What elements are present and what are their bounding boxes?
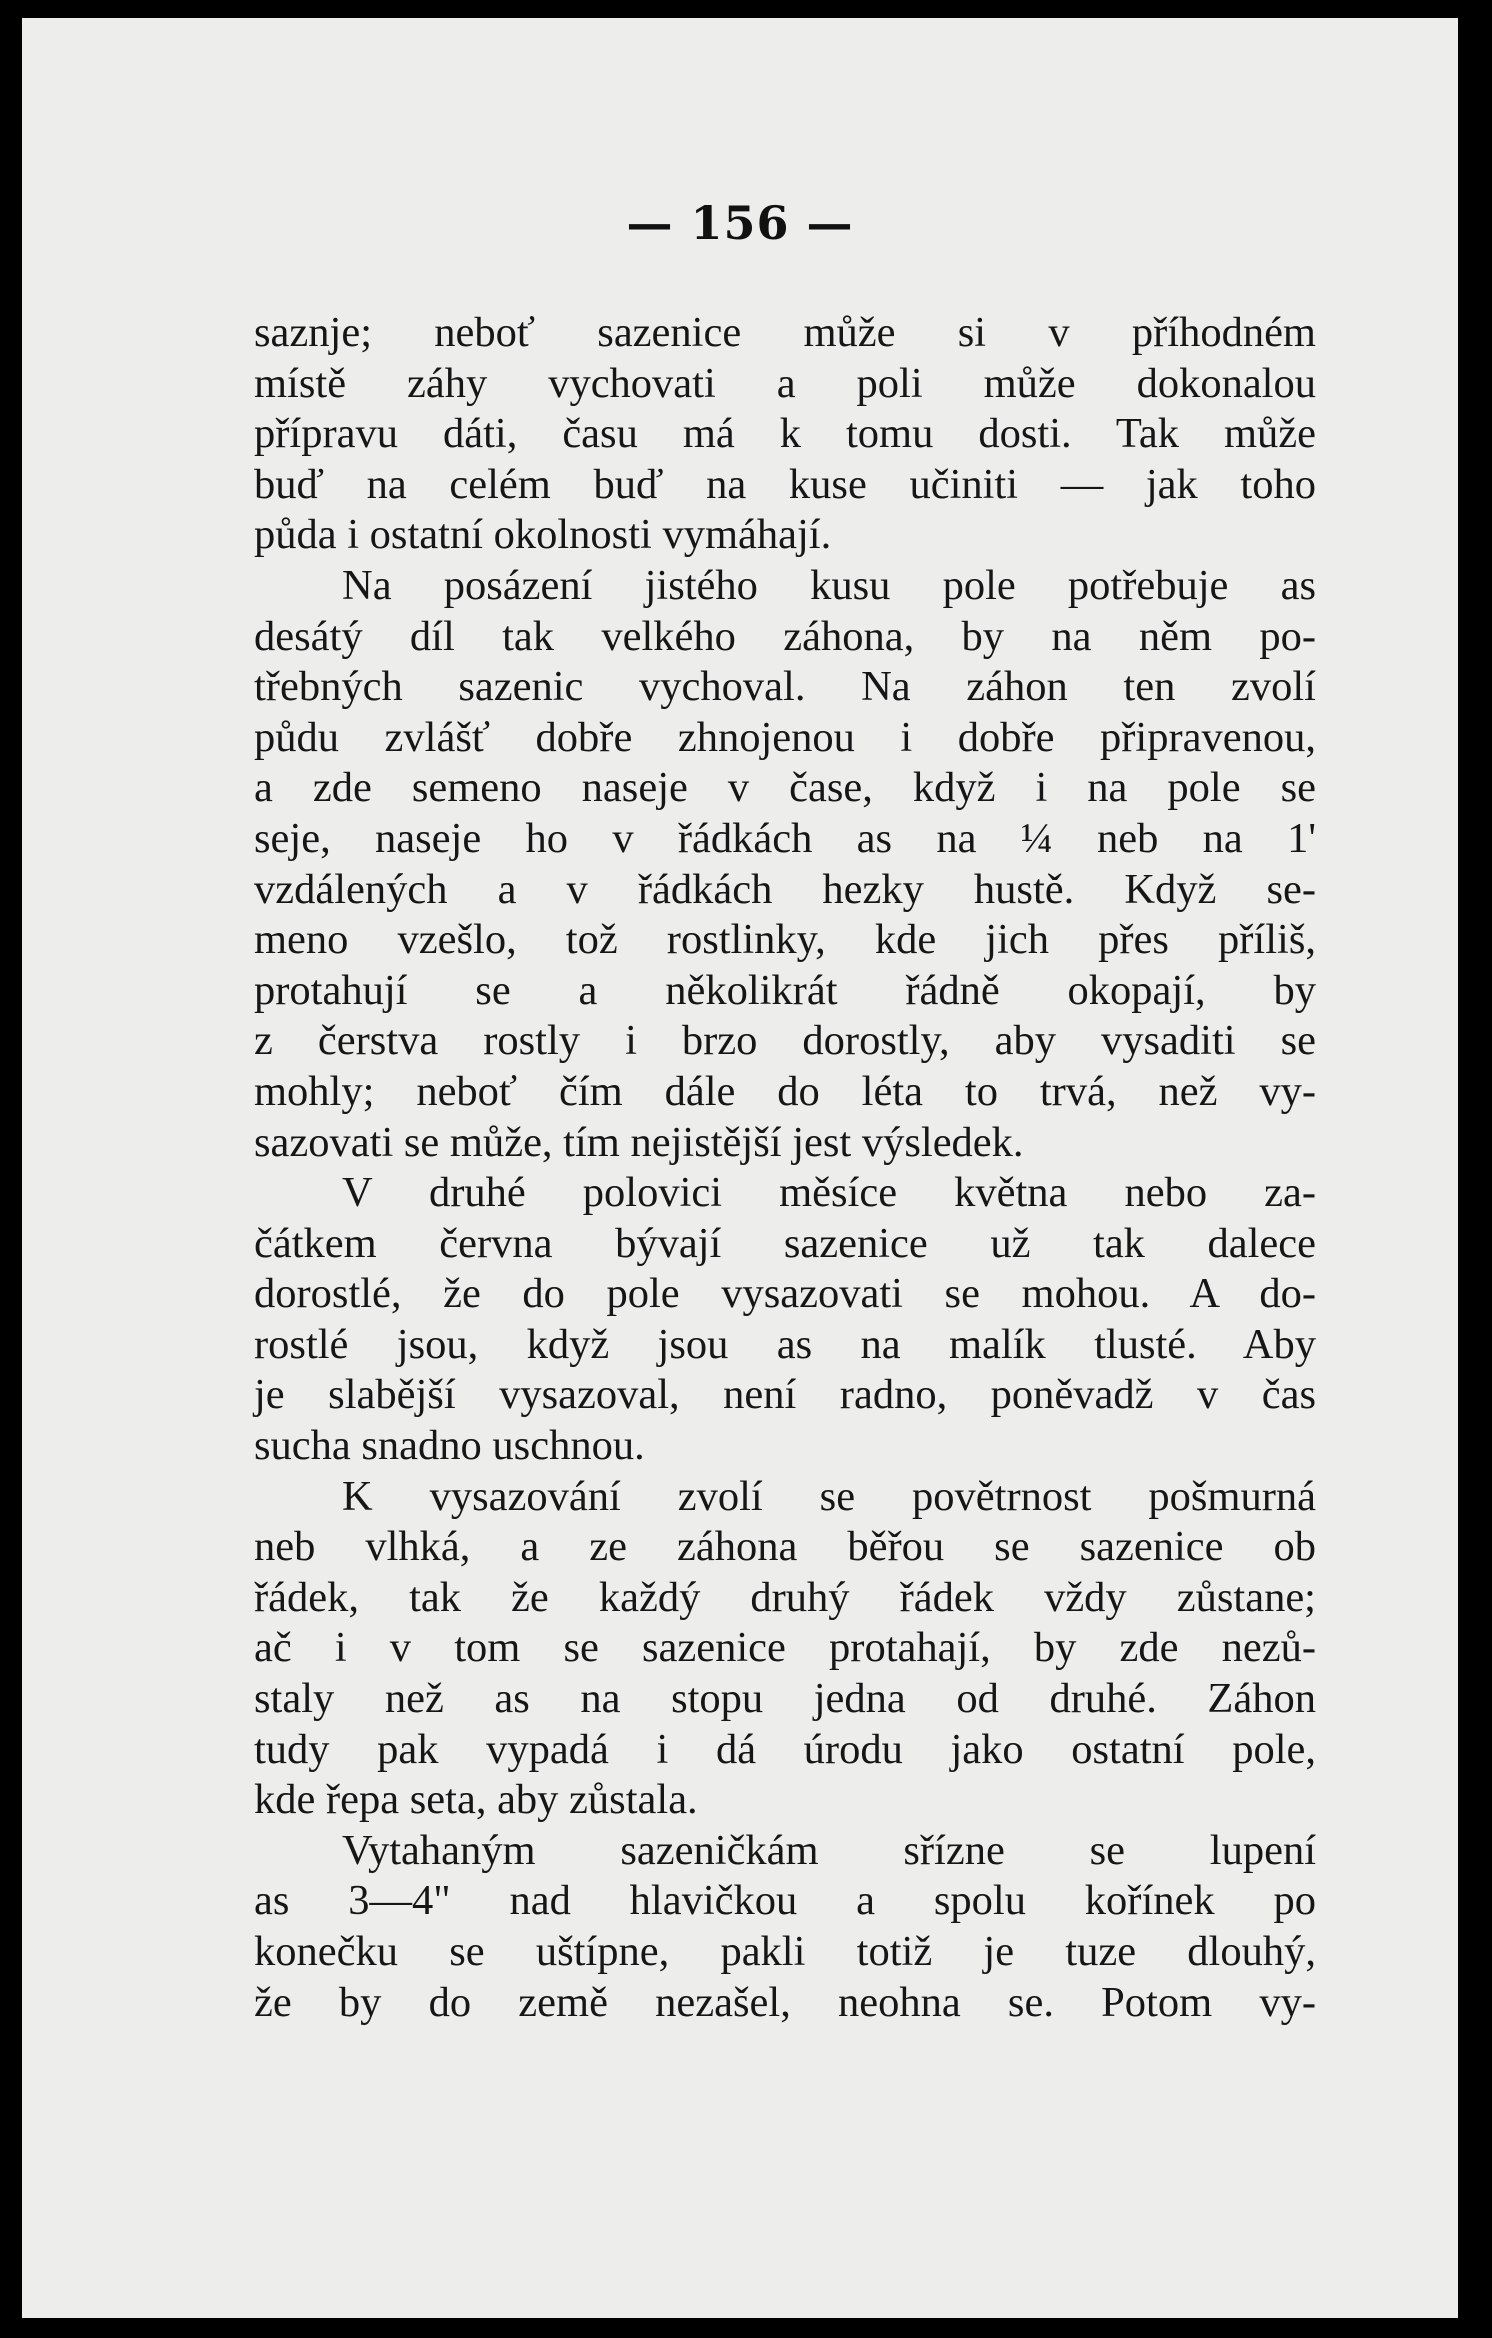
text-line: vzdálených a v řádkách hezky hustě. Když se- [254,865,1316,913]
text-line: sucha snadno uschnou. [254,1422,645,1470]
text-line: as 3—4" nad hlavičkou a spolu kořínek po [254,1877,1316,1925]
book-page [22,18,1458,2318]
text-line: staly než as na stopu jedna od druhé. Záhon [254,1675,1316,1723]
text-line: a zde semeno naseje v čase, když i na pole se [254,764,1316,812]
text-line: třebných sazenic vychoval. Na záhon ten zvolí [254,663,1316,711]
text-line: půdu zvlášť dobře zhnojenou i dobře připravenou, [254,713,1316,761]
text-line: ač i v tom se sazenice protahají, by zde nezů- [254,1624,1316,1672]
text-line: desátý díl tak velkého záhona, by na něm po- [254,612,1316,660]
text-line: Na posázení jistého kusu pole potřebuje as [342,561,1316,609]
text-line: protahují se a několikrát řádně okopají, by [254,966,1316,1014]
text-line: saznje; neboť sazenice může si v příhodném [254,309,1316,356]
text-line: je slabější vysazoval, není radno, poněvadž v čas [254,1371,1316,1419]
text-line: Vytahaným sazeničkám sříznе se lupení [342,1826,1316,1874]
text-line: místě záhy vychovati a poli může dokonalou [254,359,1316,407]
text-line: buď na celém buď na kuse učiniti — jak toho [254,460,1316,508]
text-line: z čerstva rostly i brzo dorostly, aby vysaditi se [254,1017,1316,1065]
text-line: sazovati se může, tím nejistější jest výsledek. [254,1118,1024,1166]
text-line: čátkem června bývají sazenice už tak dalece [254,1219,1316,1267]
text-line: že by do země nezašel, neohna se. Potom vy- [254,1978,1316,2026]
text-line: konečku se uštípne, pakli totiž je tuze dlouhý, [254,1928,1316,1975]
text-line: meno vzešlo, tož rostlinky, kde jich přes příliš, [254,916,1316,964]
text-line: V druhé polovici měsíce května nebo za- [342,1169,1316,1217]
text-line: mohly; neboť čím dále do léta to trvá, než vy- [254,1067,1316,1115]
text-line: K vysazování zvolí se povětrnost pošmurná [342,1472,1316,1520]
text-line: tudy pak vypadá i dá úrodu jako ostatní pole, [254,1725,1316,1773]
text-line: řádek, tak že každý druhý řádek vždy zůstane; [254,1573,1316,1621]
text-line: dorostlé, že do pole vysazovati se mohou. A do- [254,1270,1316,1318]
text-line: přípravu dáti, času má k tomu dosti. Tak může [254,410,1316,458]
text-line: kde řepa seta, aby zůstala. [254,1776,698,1824]
text-line: seje, naseje ho v řádkách as na ¼ neb na 1' [254,814,1316,862]
page-number-header: — 156 — [626,196,854,250]
body-text [254,308,1316,2028]
text-line: neb vlhká, a ze záhona běřou se sazenice ob [254,1523,1316,1571]
text-line: rostlé jsou, když jsou as na malík tlusté. Aby [254,1320,1316,1368]
text-line: půda i ostatní okolnosti vymáhají. [254,511,832,559]
